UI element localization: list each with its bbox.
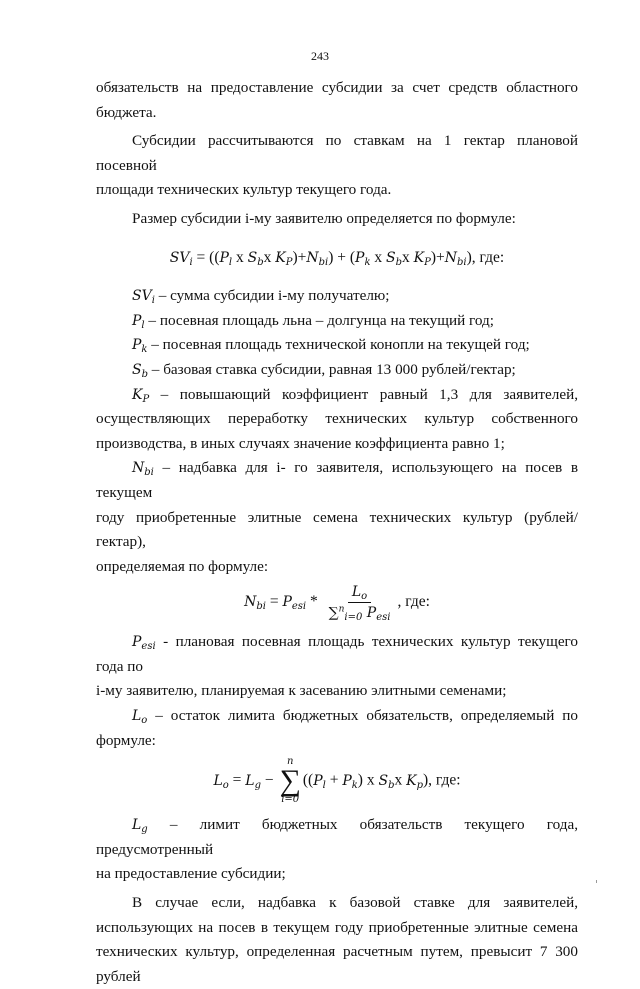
paragraph-last-line-3: технических культур, определенная расчетным путем, превысит 7 300 рублей <box>96 943 578 985</box>
fraction: $\frac{L_o}{\sum^n_{i=0} P_{esi}}$ <box>328 584 391 624</box>
paragraph-2-line-2: площади технических культур текущего года. <box>96 181 392 199</box>
scan-mark <box>596 880 597 883</box>
definition-kp-line-2: осуществляющих переработку технических культур собственного <box>96 410 578 428</box>
formula-bonus: $N_{bi} = P_{esi}$ * $\frac{L_o}{\sum^n_{i=0} P_{esi}}$ , где: <box>244 584 430 624</box>
definition-kp-line-1: $K_P$ – повышающий коэффициент равный 1,3 для заявителей, <box>132 385 579 405</box>
paragraph-2-line-1: Субсидии рассчитываются по ставкам на 1 гектар плановой посевной <box>96 132 578 174</box>
definition-lo-line-2: формуле: <box>96 731 156 749</box>
formula-subsidy: $SV_i = ((P_l$ x $S_bx$ $K_P)+N_{bi}) + (P_k$ x $S_bx$ $K_P)+N_{bi}$), где: <box>169 248 505 268</box>
definition-kp-line-3: производства, в иных случаях значение коэффициента равно 1; <box>96 434 505 452</box>
definition-lo-line-1: $L_o$ – остаток лимита бюджетных обязательств, определяемый по <box>132 707 578 727</box>
sum-symbol: n ∑ i=0 <box>279 756 301 806</box>
document-body <box>96 76 578 989</box>
paragraph-3: Размер субсидии i-му заявителю определяется по формуле: <box>132 209 516 227</box>
definition-lg-line-2: на предоставление субсидии; <box>96 865 286 883</box>
definition-pk: $P_k$ – посевная площадь технической конопли на текущей год; <box>132 336 530 356</box>
paragraph-last-line-2: использующих на посев в текущем году приобретенные элитные семена <box>96 918 578 936</box>
paragraph-last-line-1: В случае если, надбавка к базовой ставке для заявителей, <box>132 894 578 912</box>
definition-sb: $S_b$ – базовая ставка субсидии, равная 13 000 рублей/гектар; <box>132 360 516 380</box>
definition-pesi-line-2: i-му заявителю, планируемая к засеванию элитными семенами; <box>96 682 507 700</box>
definition-sv: $SV_i$ – сумма субсидии i-му получателю; <box>132 287 390 307</box>
paragraph-1-line-2: бюджета. <box>96 103 157 121</box>
formula-where: , где: <box>428 771 461 789</box>
formula-remaining-limit: $L_o = L_g$ − n ∑ i=0 ($(P_l + P_k)$ x $S_bx$ $K_p$), где: <box>213 756 461 806</box>
formula-where: , где: <box>397 593 430 611</box>
definition-nb-line-1: $N_{bi}$ – надбавка для i- го заявителя, использующего на посев в текущем <box>96 459 579 501</box>
page-number: 243 <box>311 49 329 63</box>
formula-where: , где: <box>471 248 505 266</box>
definition-pl: $P_l$ – посевная площадь льна – долгунца на текущий год; <box>132 311 494 331</box>
paragraph-1-line-1: обязательств на предоставление субсидии за счет средств областного <box>96 79 578 96</box>
definition-pesi-line-1: $P_{esi}$ - плановая посевная площадь технических культур текущего года по <box>96 633 578 675</box>
definition-nb-line-2: году приобретенные элитные семена технических культур (рублей/гектар), <box>96 508 578 551</box>
definition-lg-line-1: $L_g$ – лимит бюджетных обязательств текущего года, предусмотренный <box>96 816 579 858</box>
definition-nb-line-3: определяемая по формуле: <box>96 557 269 575</box>
